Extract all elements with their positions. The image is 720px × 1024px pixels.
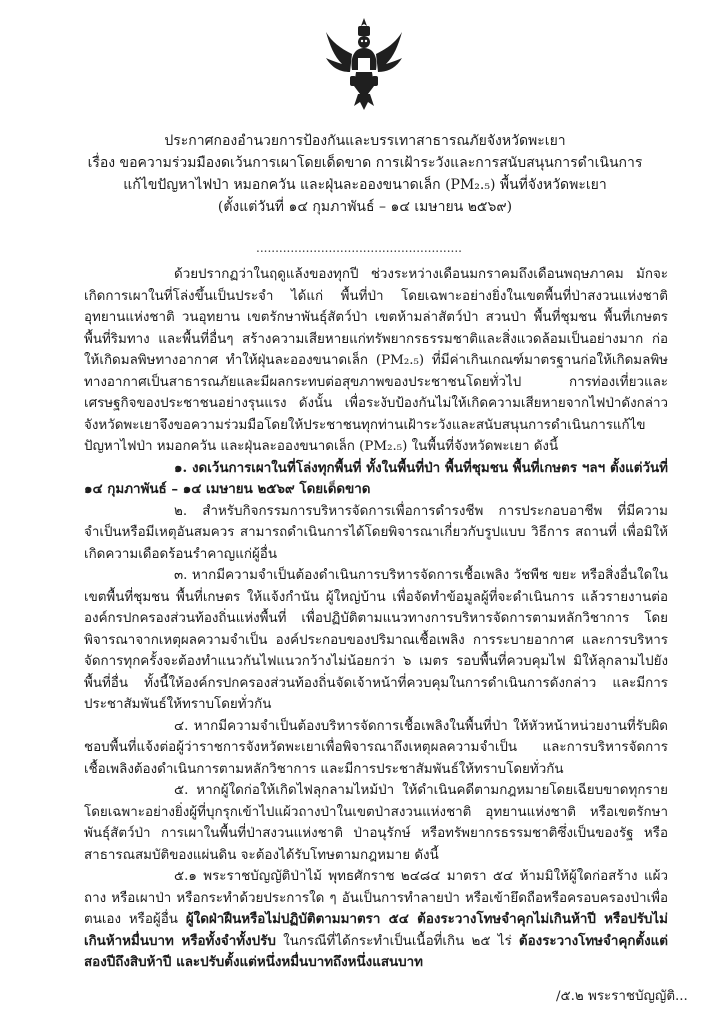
announcement-subject-line-1: เรื่อง ขอความร่วมมืองดเว้นการเผาโดยเด็ดขาด การเฝ้าระวังและการสนับสนุนการดำเนินการ [87, 155, 643, 171]
item-2-paragraph: ๒. สำหรับกิจกรรมการบริหารจัดการเพื่อการดำรงชีพ การประกอบอาชีพ ที่มีความจำเป็นหรือมีเหตุอันสมควร สามารถดำเนินการได้โดยพิจารณาเกี่ยวกับรูปแบบ วิธีการ สถานที่ เพื่อมิให้เกิดความเดือดร้อนรำคาญแก่ผู้อื่น [84, 503, 668, 562]
announcement-body [84, 264, 668, 974]
item-5-1-penalty: ผู้ใดฝ่าฝืนหรือไม่ปฏิบัติตามมาตรา ๕๔ ต้องระวางโทษจำคุกไม่เกินห้าปี หรือปรับไม่เกินห้าหมื่นบาท หรือทั้งจำทั้งปรับ [84, 911, 668, 949]
item-5-1-paragraph [84, 866, 668, 974]
intro-paragraph: ด้วยปรากฏว่าในฤดูแล้งของทุกปี ช่วงระหว่างเดือนมกราคมถึงเดือนพฤษภาคม มักจะเกิดการเผาในที่โล่งขึ้นเป็นประจำ ได้แก่ พื้นที่ป่า โดยเฉพาะอย่างยิ่งในเขตพื้นที่ป่าสงวนแห่งชาติ อุทยานแห่งชาติ วนอุทยาน เขตรักษาพันธุ์สัตว์ป่า เขตห้ามล่าสัตว์ป่า สวนป่า พื้นที่ชุมชน พื้นที่เกษตร พื้นที่ริมทาง และพื้นที่อื่นๆ สร้างความเสียหายแก่ทรัพยากรธรรมชาติและสิ่งแวดล้อมเป็นอย่างมาก ก่อให้เกิดมลพิษทางอากาศ ทำให้ฝุ่นละอองขนาดเล็ก (PM₂.₅) ที่มีค่าเกินเกณฑ์มาตรฐานก่อให้เกิดมลพิษทางอากาศเป็นสาธารณภัยและมีผลกระทบต่อสุขภาพของประชาชนโดยทั่วไป การท่องเที่ยวและเศรษฐกิจของประชาชนอย่างรุนแรง ดังนั้น เพื่อระงับป้องกันไม่ให้เกิดความเสียหายจากไฟป่าดังกล่าว จังหวัดพะเยาจึงขอความร่วมมือโดยให้ประชาชนทุกท่านเฝ้าระวังและสนับสนุนการดำเนินการแก้ไขปัญหาไฟป่า หมอกควัน และฝุ่นละอองขนาดเล็ก (PM₂.₅) ในพื้นที่จังหวัดพะเยา ดังนี้ [84, 267, 668, 454]
separator-dots: ...................................................... [256, 241, 462, 255]
announcement-title: ประกาศกองอำนวยการป้องกันและบรรเทาสาธารณภัยจังหวัดพะเยา [164, 133, 566, 149]
item-4-paragraph: ๔. หากมีความจำเป็นต้องบริหารจัดการเชื้อเพลิงในพื้นที่ป่า ให้หัวหน้าหน่วยงานที่รับผิดชอบพื้นที่แจ้งต่อผู้ว่าราชการจังหวัดพะเยาเพื่อพิจารณาถึงเหตุผลความจำเป็น และการบริหารจัดการเชื้อเพลิงต้องดำเนินการตามหลักวิชาการ และมีการประชาสัมพันธ์ให้ทราบโดยทั่วกัน [84, 718, 668, 777]
item-5-1-penalty-2: ต้องระวางโทษจำคุกตั้งแต่สองปีถึงสิบห้าปี และปรับตั้งแต่หนึ่งหมื่นบาทถึงหนึ่งแสนบาท [84, 932, 668, 970]
announcement-subject-line-2: แก้ไขปัญหาไฟป่า หมอกควัน และฝุ่นละอองขนาดเล็ก (PM₂.₅) พื้นที่จังหวัดพะเยา [123, 177, 607, 193]
item-5-paragraph: ๕. หากผู้ใดก่อให้เกิดไฟลุกลามไหม้ป่า ให้ดำเนินคดีตามกฎหมายโดยเฉียบขาดทุกราย โดยเฉพาะอย่างยิ่งผู้ที่บุกรุกเข้าไปแผ้วถางป่าในเขตป่าสงวนแห่งชาติ อุทยานแห่งชาติ หรือเขตรักษาพันธุ์สัตว์ป่า การเผาในพื้นที่ป่าสงวนแห่งชาติ ป่าอนุรักษ์ หรือทรัพยากรธรรมชาติซึ่งเป็นของรัฐ หรือสาธารณสมบัติของแผ่นดิน จะต้องได้รับโทษตามกฎหมาย ดังนี้ [84, 783, 668, 863]
continuation-note: /๕.๒ พระราชบัญญัติ... [556, 989, 688, 1004]
item-3-paragraph: ๓. หากมีความจำเป็นต้องดำเนินการบริหารจัดการเชื้อเพลิง วัชพืช ขยะ หรือสิ่งอื่นใดในเขตพื้นที่ชุมชน พื้นที่เกษตร ให้แจ้งกำนัน ผู้ใหญ่บ้าน เพื่อจัดทำข้อมูลผู้ที่จะดำเนินการ แล้วรายงานต่อองค์กรปกครองส่วนท้องถิ่นแห่งพื้นที่ เพื่อปฏิบัติตามแนวทางการบริหารจัดการตามหลักวิชาการ โดยพิจารณาจากเหตุผลความจำเป็น องค์ประกอบของปริมาณเชื้อเพลิง การระบายอากาศ และการบริหารจัดการทุกครั้งจะต้องทำแนวกันไฟแนวกว้างไม่น้อยกว่า ๖ เมตร รอบพื้นที่ควบคุมไฟ มิให้ลุกลามไปยังพื้นที่อื่น ทั้งนี้ให้องค์กรปกครองส่วนท้องถิ่นจัดเจ้าหน้าที่ควบคุมในการดำเนินการดังกล่าว และมีการประชาสัมพันธ์ให้ทราบโดยทั่วกัน [84, 568, 668, 712]
item-1-paragraph: ๑. งดเว้นการเผาในที่โล่งทุกพื้นที่ ทั้งในพื้นที่ป่า พื้นที่ชุมชน พื้นที่เกษตร ฯลฯ ตั้งแต่วันที่ ๑๔ กุมภาพันธ์ – ๑๔ เมษายน ๒๕๖๙ โดยเด็ดขาด [84, 459, 668, 497]
garuda-emblem-icon [324, 14, 404, 114]
item-5-1-text-2: ในกรณีที่ได้กระทำเป็นเนื้อที่เกิน ๒๕ ไร่ [275, 933, 519, 949]
item-5-1-text: ๕.๑ พระราชบัญญัติป่าไม้ พุทธศักราช ๒๔๘๔ มาตรา ๕๔ ห้ามมิให้ผู้ใดก่อสร้าง แผ้วถาง หรือเผาป่า หรือกระทำด้วยประการใด ๆ อันเป็นการทำลายป่า หรือเข้ายึดถือหรือครอบครองป่าเพื่อตนเอง หรือผู้อื่น [84, 869, 668, 927]
announcement-period: (ตั้งแต่วันที่ ๑๔ กุมภาพันธ์ – ๑๔ เมษายน ๒๕๖๙) [217, 199, 513, 215]
